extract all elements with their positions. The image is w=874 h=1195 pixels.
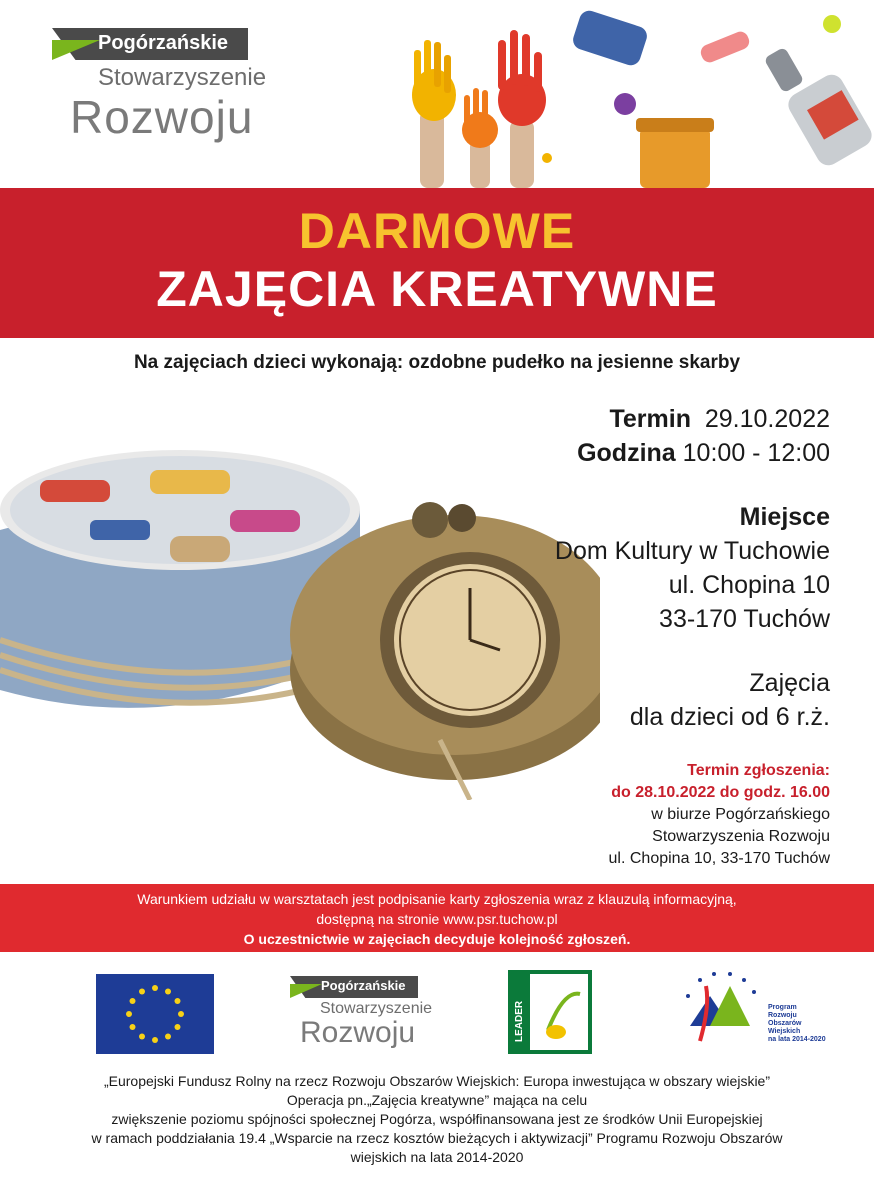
logo-line2: Stowarzyszenie: [98, 64, 267, 91]
logo-line3: Rozwoju: [70, 91, 254, 143]
termin-value: 29.10.2022: [704, 405, 830, 433]
age-line2: dla dzieci od 6 r.ż.: [629, 703, 830, 731]
event-details: [555, 402, 830, 734]
registration-line5: ul. Chopina 10, 33-170 Tuchów: [608, 850, 830, 867]
termin-row: [555, 402, 830, 436]
godzina-row: [555, 436, 830, 470]
psr-logo: [52, 28, 282, 158]
godzina-value: 10:00 - 12:00: [682, 439, 830, 467]
age-line1: Zajęcia: [749, 669, 830, 697]
glue-bottle: [764, 47, 874, 170]
participation-notice: [0, 884, 874, 952]
notice-line2: dostępną na stronie www.psr.tuchow.pl: [316, 911, 558, 927]
paint-jar-lid: [636, 118, 714, 132]
title-darmowe: DARMOWE: [298, 203, 576, 259]
registration-info: [609, 760, 830, 870]
prow-emblem-icon: [680, 966, 770, 1056]
painted-hand-yellow: [412, 40, 456, 188]
registration-line4: Stowarzyszenia Rozwoju: [652, 828, 830, 845]
registration-deadline-label: Termin zgłoszenia:: [687, 762, 830, 779]
leader-logo: [508, 970, 592, 1054]
fine-line5: wiejskich na lata 2014-2020: [350, 1149, 524, 1165]
registration-deadline-date: do 28.10.2022 do godz. 16.00: [611, 784, 830, 801]
painted-hand-orange: [462, 88, 498, 188]
place-line1: Dom Kultury w Tuchowie: [554, 537, 830, 565]
small-logo-line3: Rozwoju: [300, 1016, 416, 1049]
termin-label: Termin: [609, 405, 691, 433]
psr-logo-small: [290, 976, 450, 1066]
leader-text: LEADER: [514, 1000, 525, 1042]
title-banner: [0, 188, 874, 338]
painted-hand-red: [498, 30, 546, 188]
place-line3: 33-170 Tuchów: [659, 605, 830, 633]
decorative-boxes-photo: [0, 440, 600, 800]
registration-line3: w biurze Pogórzańskiego: [651, 806, 830, 823]
prow-text: Program Rozwoju Obszarów Wiejskich na lata 2014-2020: [768, 1004, 826, 1043]
prow-logo: [680, 966, 830, 1066]
paint-jar: [640, 128, 710, 188]
chalk-pink: [698, 29, 751, 64]
notice-line1: Warunkiem udziału w warsztatach jest podpisanie karty zgłoszenia wraz z klauzulą informacyjną,: [137, 891, 737, 907]
eu-flag-logo: [96, 974, 214, 1054]
art-supplies-illustration: [400, 0, 874, 188]
activity-description: Na zajęciach dzieci wykonają: ozdobne pudełko na jesienne skarby: [133, 352, 741, 373]
paint-drop-yellow: [823, 15, 841, 33]
eu-stars-icon: [96, 974, 214, 1054]
fine-line1: „Europejski Fundusz Rolny na rzecz Rozwoju Obszarów Wiejskich: Europa inwestująca w obszary wiejskie”: [103, 1073, 771, 1089]
godzina-label: Godzina: [577, 439, 676, 467]
sponsor-logos: [0, 966, 874, 1066]
paint-tube-blue: [571, 8, 650, 68]
paint-drop-purple: [614, 93, 636, 115]
fine-line2: Operacja pn.„Zajęcia kreatywne” mająca na celu: [286, 1092, 588, 1108]
fine-line3: zwiększenie poziomu spójności społecznej Pogórza, współfinansowana jest ze środków Unii Europejskiej: [111, 1111, 763, 1127]
miejsce-label: Miejsce: [739, 503, 830, 531]
funding-fine-print: [0, 1072, 874, 1167]
small-logo-line2: Stowarzyszenie: [320, 1000, 433, 1017]
logo-triangle: [52, 40, 100, 60]
logo-line1: Pogórzańskie: [98, 32, 229, 54]
small-logo-line1: Pogórzańskie: [321, 978, 406, 993]
title-zajecia-kreatywne: ZAJĘCIA KREATYWNE: [156, 261, 718, 317]
place-line2: ul. Chopina 10: [668, 571, 830, 599]
notice-line3: O uczestnictwie w zajęciach decyduje kolejność zgłoszeń.: [243, 931, 631, 947]
paint-drop-small: [542, 153, 552, 163]
fine-line4: w ramach poddziałania 19.4 „Wsparcie na rzecz kosztów bieżących i aktywizacji” Programu Rozwoju Obszarów: [91, 1130, 783, 1146]
